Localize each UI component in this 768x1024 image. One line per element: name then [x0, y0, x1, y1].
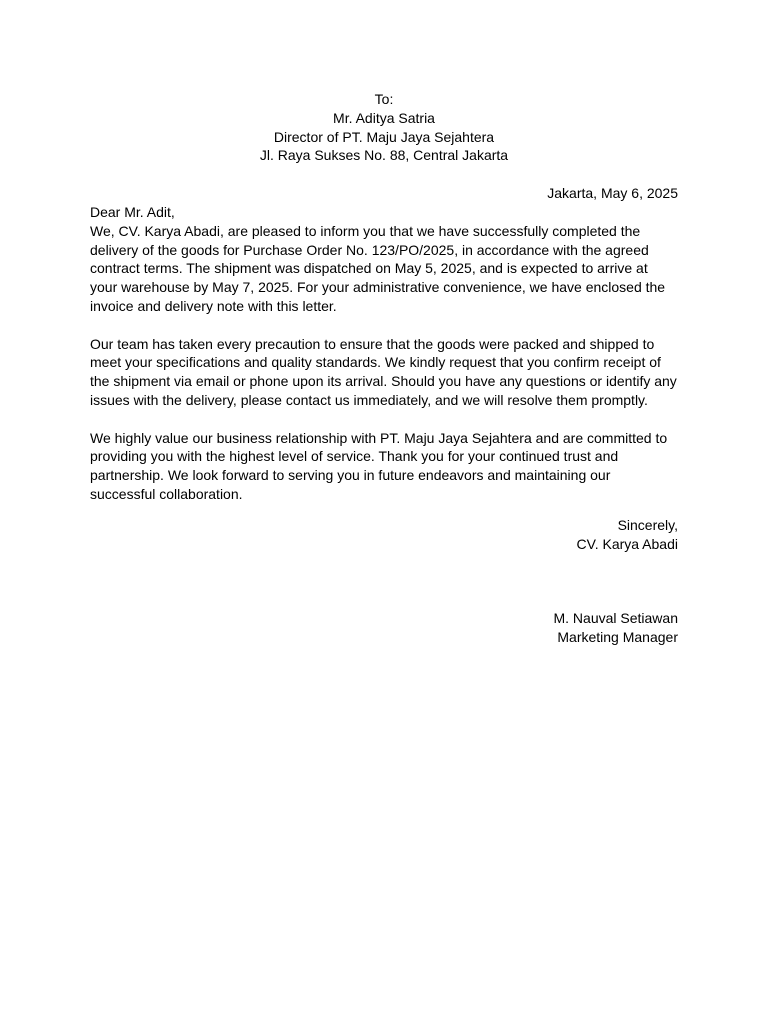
closing-company: CV. Karya Abadi	[576, 535, 678, 552]
recipient-name: Mr. Aditya Satria	[333, 109, 435, 126]
body-paragraph-2: Our team has taken every precaution to ensure that the goods were packed and shipped to meet your specifications and quality standards. We kindly request that you confirm receipt of the shipment via email or phone upon its arrival. Should you have any questions or identify any issues with the delivery, please contact us immediately, and we will resolve them promptly.	[90, 335, 677, 408]
recipient-address: Jl. Raya Sukses No. 88, Central Jakarta	[259, 147, 509, 164]
valediction: Sincerely,	[617, 516, 678, 533]
recipient-position: Director of PT. Maju Jaya Sejahtera	[273, 128, 495, 145]
salutation: Dear Mr. Adit,	[90, 203, 175, 220]
closing-block	[90, 516, 678, 554]
body-paragraph-1: We, CV. Karya Abadi, are pleased to inform you that we have successfully completed the delivery of the goods for Purchase Order No. 123/PO/2025, in accordance with the agreed contract terms. The shipment was dispatched on May 5, 2025, and is expected to arrive at your warehouse by May 7, 2025. For your administrative convenience, we have enclosed the invoice and delivery note with this letter.	[90, 222, 666, 314]
signatory-title: Marketing Manager	[557, 629, 678, 646]
recipient-to-label: To:	[374, 91, 394, 107]
body-paragraph-3: We highly value our business relationship with PT. Maju Jaya Sejahtera and are committed to providing you with the highest level of service. Thank you for your continued trust and partnership. We look forward to serving you in future endeavors and maintaining our successful collaboration.	[90, 429, 668, 502]
recipient-block	[90, 90, 678, 165]
signatory-name: M. Nauval Setiawan	[553, 610, 678, 627]
letter-date: Jakarta, May 6, 2025	[547, 185, 678, 202]
signature-block	[90, 609, 678, 647]
letter-page	[90, 90, 678, 647]
letter-body	[90, 203, 678, 504]
